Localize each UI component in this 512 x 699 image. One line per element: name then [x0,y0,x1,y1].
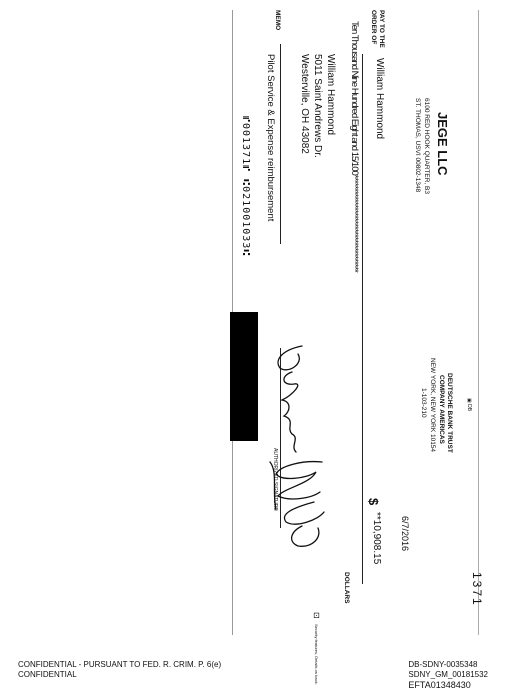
payto-line [362,54,363,584]
check-border-right [478,10,479,635]
bank-name-2: COMPANY AMERICAS [438,375,445,444]
footer-right-line-3: EFTA01348430 [408,680,471,690]
address-line-2: 5011 Saint Andrews Dr. [312,54,323,158]
address-line-1: William Hammond [325,54,336,136]
address-line-3: Westerville, OH 43082 [299,54,310,154]
footer-left [18,660,221,680]
pay-to-label-1: PAY TO THE [378,10,385,48]
redaction-box [230,312,258,441]
footer-left-line-1: CONFIDENTIAL - PURSUANT TO FED. R. CRIM. P. 6(e) [18,660,222,669]
payee-name: William Hammond [374,58,385,140]
payer-address-1: 6100 RED HOOK QUARTER, B3 [423,98,430,194]
signature-label: AUTHORIZED SIGNATURE [272,448,278,511]
memo-text: Pilot Service & Expense reimbursement [265,54,276,222]
pay-to-label-2: ORDER OF [370,10,377,45]
dollars-label: DOLLARS [343,572,350,604]
signature-image [262,342,337,552]
footer-right-line-1: DB-SDNY-0035348 [408,660,478,669]
bank-logo: ▣ DB [466,398,472,412]
amount-numeric: **10,908.15 [371,512,382,565]
payer-name: JEGE LLC [435,112,450,176]
footer-right [408,660,488,690]
bank-name-1: DEUTSCHE BANK TRUST [446,373,453,453]
security-text: Security features. Details on back. [314,624,319,685]
check-number: 1371 [470,572,484,607]
security-icon: ⊡ [312,612,321,619]
memo-label: MEMO [274,10,281,31]
footer-left-line-2: CONFIDENTIAL [18,670,77,679]
bank-routing-fraction: 1-103-210 [420,388,427,418]
amount-symbol: $ [366,498,381,506]
micr-line: ⑈001371⑈ ⑆021001033⑆ [240,116,251,257]
amount-words: Ten Thousand Nine Hundred Eight and 15/100************************************ [349,21,360,272]
bank-address: NEW YORK, NEW YORK 10154 [429,358,436,453]
footer-right-line-2: SDNY_GM_00181532 [408,670,488,679]
payer-address-2: ST. THOMAS, USVI 00802-1348 [414,98,421,193]
memo-line [280,44,281,244]
check-date: 6/7/2016 [400,516,410,552]
